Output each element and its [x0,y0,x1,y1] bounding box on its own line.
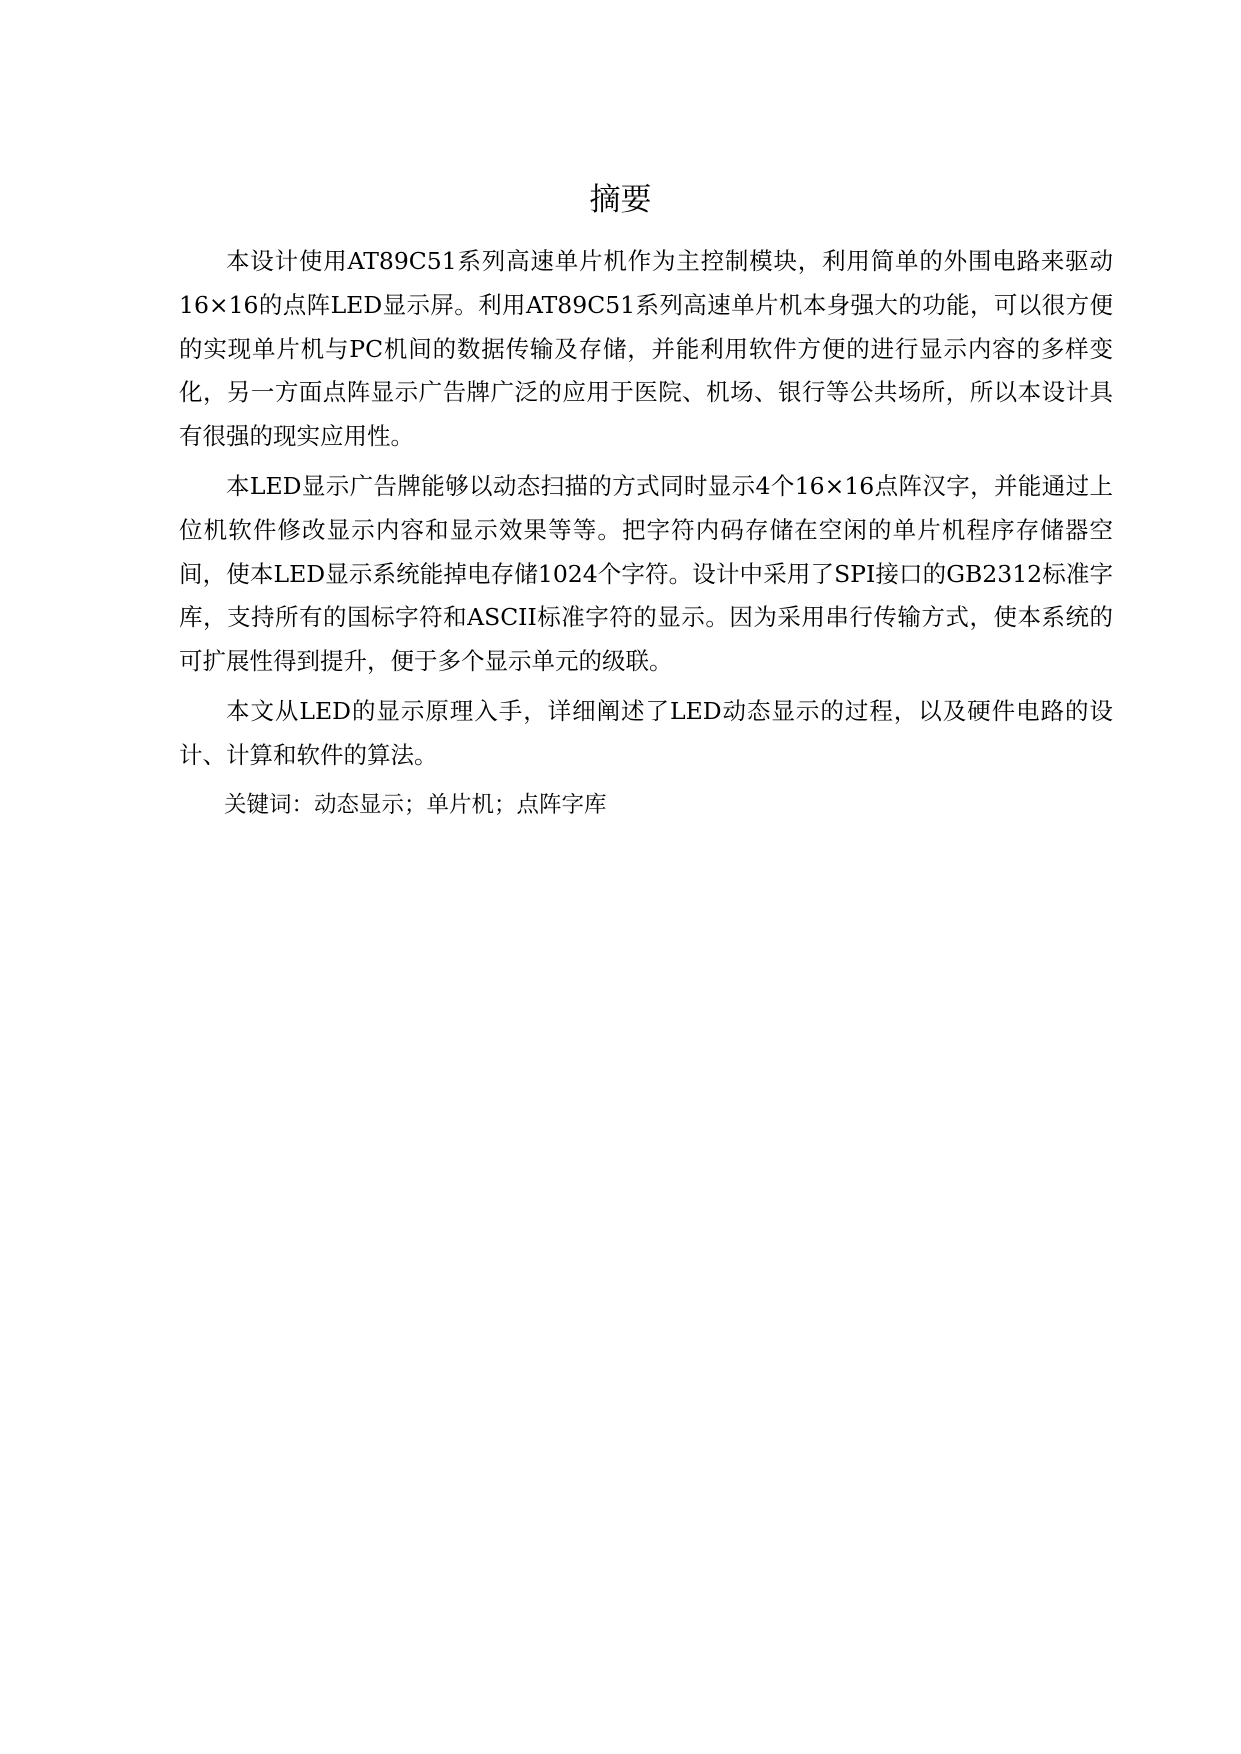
keywords-line: 关键词：动态显示；单片机；点阵字库 [224,791,607,818]
abstract-body [179,240,1113,833]
page-title: 摘要 [589,182,652,218]
abstract-paragraph-1: 本设计使用AT89C51系列高速单片机作为主控制模块，利用简单的外围电路来驱动16×16的点阵LED显示屏。利用AT89C51系列高速单片机本身强大的功能，可以很方便的实现单片机与PC机间的数据传输及存储，并能利用软件方便的进行显示内容的多样变化，另一方面点阵显示广告牌广泛的应用于医院、机场、银行等公共场所，所以本设计具有很强的现实应用性。 [179,247,1113,451]
abstract-paragraph-3: 本文从LED的显示原理入手，详细阐述了LED动态显示的过程，以及硬件电路的设计、计算和软件的算法。 [179,696,1113,769]
abstract-paragraph-2: 本LED显示广告牌能够以动态扫描的方式同时显示4个16×16点阵汉字，并能通过上位机软件修改显示内容和显示效果等等。把字符内码存储在空闲的单片机程序存储器空间，使本LED显示系统能掉电存储1024个字符。设计中采用了SPI接口的GB2312标准字库，支持所有的国标字符和ASCII标准字符的显示。因为采用串行传输方式，使本系统的可扩展性得到提升，便于多个显示单元的级联。 [179,471,1113,676]
